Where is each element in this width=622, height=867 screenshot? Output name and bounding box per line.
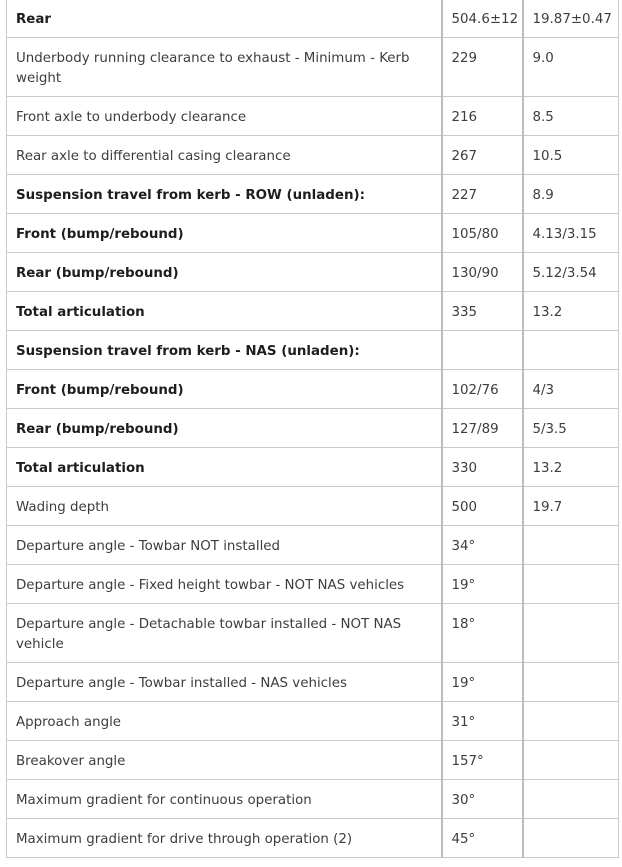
table-row (7, 487, 619, 526)
row-label: Underbody running clearance to exhaust - Minimum - Kerb weight (7, 38, 442, 97)
row-value-mm: 30° (442, 780, 523, 819)
table-row (7, 136, 619, 175)
row-label: Front (bump/rebound) (7, 370, 442, 409)
table-row (7, 370, 619, 409)
row-value-mm: 19° (442, 663, 523, 702)
row-value-mm: 31° (442, 702, 523, 741)
row-value-in (523, 780, 619, 819)
row-label: Total articulation (7, 448, 442, 487)
row-value-mm: 335 (442, 292, 523, 331)
row-value-mm: 102/76 (442, 370, 523, 409)
row-value-in: 8.9 (523, 175, 619, 214)
table-row (7, 409, 619, 448)
row-value-in: 5/3.5 (523, 409, 619, 448)
row-value-in: 13.2 (523, 292, 619, 331)
specifications-table (6, 0, 619, 858)
row-value-in (523, 702, 619, 741)
row-value-mm: 267 (442, 136, 523, 175)
table-row (7, 448, 619, 487)
row-value-in (523, 526, 619, 565)
table-row (7, 604, 619, 663)
row-label: Approach angle (7, 702, 442, 741)
table-row (7, 780, 619, 819)
table-row (7, 214, 619, 253)
row-value-in: 8.5 (523, 97, 619, 136)
row-value-in (523, 663, 619, 702)
row-value-in (523, 331, 619, 370)
row-label: Wading depth (7, 487, 442, 526)
table-row (7, 38, 619, 97)
row-value-mm: 18° (442, 604, 523, 663)
row-label: Departure angle - Towbar installed - NAS vehicles (7, 663, 442, 702)
row-value-in: 19.87±0.47 (523, 0, 619, 38)
row-value-in (523, 604, 619, 663)
table-row (7, 253, 619, 292)
table-row (7, 663, 619, 702)
row-value-mm: 105/80 (442, 214, 523, 253)
row-value-in: 19.7 (523, 487, 619, 526)
row-label: Rear (7, 0, 442, 38)
row-value-mm: 504.6±12 (442, 0, 523, 38)
table-row (7, 175, 619, 214)
row-label: Suspension travel from kerb - ROW (unladen): (7, 175, 442, 214)
specifications-table-body (7, 0, 619, 858)
row-value-mm (442, 331, 523, 370)
table-row (7, 565, 619, 604)
row-label: Rear (bump/rebound) (7, 409, 442, 448)
row-value-in: 10.5 (523, 136, 619, 175)
table-row (7, 702, 619, 741)
row-value-in (523, 819, 619, 858)
row-value-in: 9.0 (523, 38, 619, 97)
row-label: Departure angle - Towbar NOT installed (7, 526, 442, 565)
row-value-mm: 34° (442, 526, 523, 565)
row-label: Rear (bump/rebound) (7, 253, 442, 292)
row-label: Breakover angle (7, 741, 442, 780)
row-value-in: 4.13/3.15 (523, 214, 619, 253)
row-label: Maximum gradient for drive through operation (2) (7, 819, 442, 858)
row-value-in: 13.2 (523, 448, 619, 487)
row-value-mm: 45° (442, 819, 523, 858)
row-label: Maximum gradient for continuous operation (7, 780, 442, 819)
row-label: Front (bump/rebound) (7, 214, 442, 253)
row-value-mm: 157° (442, 741, 523, 780)
row-value-mm: 19° (442, 565, 523, 604)
table-row (7, 331, 619, 370)
row-value-mm: 130/90 (442, 253, 523, 292)
row-value-mm: 330 (442, 448, 523, 487)
table-row (7, 819, 619, 858)
row-value-mm: 229 (442, 38, 523, 97)
table-row (7, 0, 619, 38)
table-row (7, 97, 619, 136)
table-row (7, 292, 619, 331)
row-label: Front axle to underbody clearance (7, 97, 442, 136)
row-value-mm: 500 (442, 487, 523, 526)
row-value-in (523, 565, 619, 604)
row-value-in: 4/3 (523, 370, 619, 409)
row-label: Suspension travel from kerb - NAS (unladen): (7, 331, 442, 370)
row-label: Total articulation (7, 292, 442, 331)
row-value-mm: 216 (442, 97, 523, 136)
row-label: Departure angle - Fixed height towbar - NOT NAS vehicles (7, 565, 442, 604)
row-value-in: 5.12/3.54 (523, 253, 619, 292)
table-row (7, 526, 619, 565)
table-row (7, 741, 619, 780)
row-label: Departure angle - Detachable towbar installed - NOT NAS vehicle (7, 604, 442, 663)
row-value-mm: 227 (442, 175, 523, 214)
row-value-in (523, 741, 619, 780)
row-value-mm: 127/89 (442, 409, 523, 448)
row-label: Rear axle to differential casing clearance (7, 136, 442, 175)
